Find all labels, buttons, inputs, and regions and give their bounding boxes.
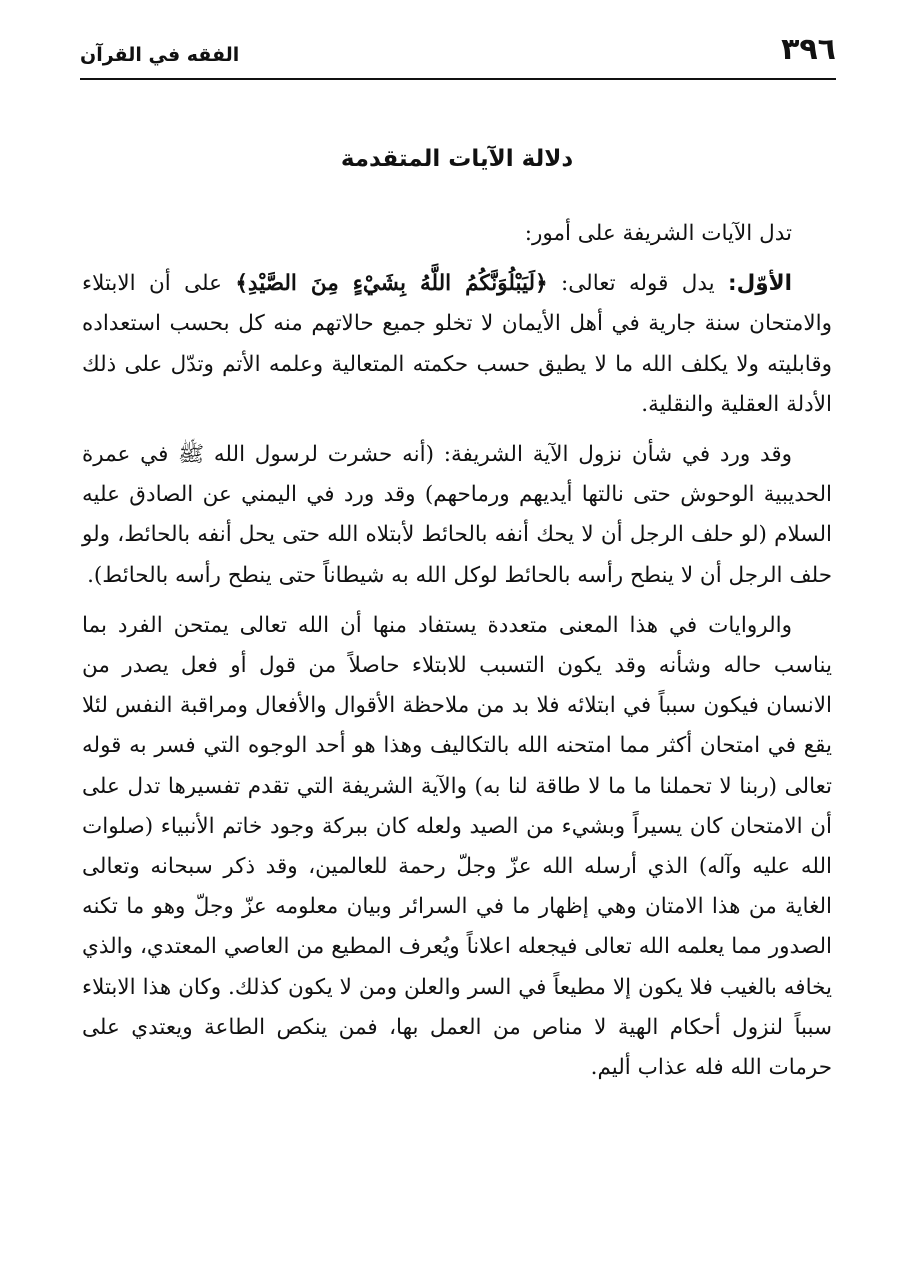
paragraph-text: يدل قوله تعالى: bbox=[547, 271, 728, 297]
page-header bbox=[80, 30, 836, 80]
quran-verse: ﴿لَيَبْلُوَنَّكُمُ اللَّهُ بِشَيْءٍ مِنَ الصَّيْدِ﴾ bbox=[235, 271, 548, 297]
intro-paragraph: تدل الآيات الشريفة على أمور: bbox=[524, 221, 792, 246]
page-number: ٣٩٦ bbox=[781, 32, 836, 67]
paragraph-first-point bbox=[82, 264, 832, 425]
paragraph-revelation: وقد ورد في شأن نزول الآية الشريفة: (أنه حشرت لرسول الله ﷺ في عمرة الحديبية الوحوش حتى نالتها أيديهم ورماحهم) وقد ورد في اليمني عن الصادق عليه السلام (لو حلف الرجل أن لا يحك أنفه بالحائط لأبتلاه الله حتى يحل أنفه بالحائط، ولو حلف الرجل أن لا ينطح رأسه بالحائط لوكل الله به شيطاناً حتى ينطح رأسه بالحائط). bbox=[82, 442, 832, 588]
body-text bbox=[82, 214, 832, 1098]
paragraph-narrations: والروايات في هذا المعنى متعددة يستفاد منها أن الله تعالى يمتحن الفرد بما يناسب حاله وشأنه وقد يكون التسبب للابتلاء حاصلاً من قول أو فعل يصدر من الانسان فيكون سبباً في ابتلائه فلا بد من ملاحظة الأقوال والأفعال ومراقبة النفس لئلا يقع في امتحان أكثر مما امتحنه الله بالتكاليف وهذا هو أحد الوجوه التي فسر به قوله تعالى (ربنا لا تحملنا ما ما لا طاقة لنا به) والآية الشريفة التي تقدم تفسيرها تدل على أن الامتحان كان يسيراً وبشيء من الصيد ولعله كان ببركة وجود خاتم الأنبياء (صلوات الله عليه وآله) الذي أرسله الله عزّ وجلّ رحمة للعالمين، وقد ذكر سبحانه وتعالى الغاية من هذا الامتان وهي إظهار ما في السرائر وبيان معلومه عزّ وجلّ وهو ما تكنه الصدور مما يعلمه الله تعالى فيجعله اعلاناً ويُعرف المطيع من العاصي المعتدي، والذي يخافه بالغيب فلا يكون إلا مطيعاً في السر والعلن ومن لا يكون كذلك. وكان هذا الابتلاء سبباً لنزول أحكام الهية لا مناص من العمل بها، فمن ينكص الطاعة ويعتدي على حرمات الله فله عذاب أليم. bbox=[82, 612, 832, 1081]
section-title: دلالة الآيات المتقدمة bbox=[340, 146, 574, 172]
paragraph-text: على أن الابتلاء والامتحان سنة جارية في أهل الأيمان لا تخلو جميع حالاتهم منه كل بحسب استعداده وقابليته ولا يكلف الله ما لا يطيق حسب حكمته المتعالية وعلمه الأتم وتدّل على ذلك الأدلة العقلية والنقلية. bbox=[82, 271, 832, 417]
running-title: الفقه في القرآن bbox=[80, 44, 240, 66]
point-label: الأوّل: bbox=[728, 271, 792, 297]
